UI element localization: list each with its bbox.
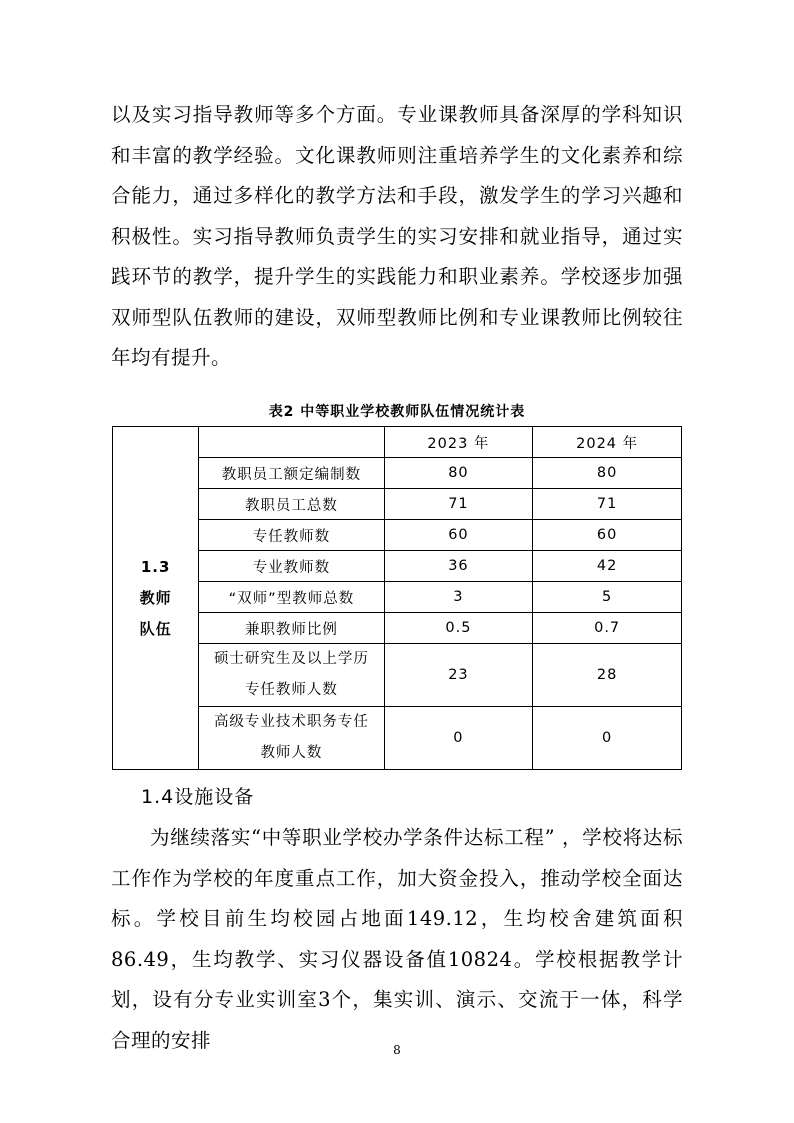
- header-year-2023: 2023 年: [384, 427, 533, 458]
- section-label-line1: 教师: [139, 588, 172, 607]
- value-2023: 3: [384, 582, 533, 613]
- value-2024: 60: [533, 520, 682, 551]
- row-label-line2: 专任教师人数: [244, 682, 338, 698]
- value-2023: 23: [384, 644, 533, 707]
- section-heading-facilities: 1.4设施设备: [141, 786, 255, 808]
- table-row: [113, 489, 682, 520]
- value-2024: 5: [533, 582, 682, 613]
- table-row: [113, 582, 682, 613]
- value-2024: 28: [533, 644, 682, 707]
- body-paragraph-facilities: 为继续落实“中等职业学校办学条件达标工程” ，学校将达标工作作为学校的年度重点工作，加大资金投入，推动学校全面达标。学校目前生均校园占地面149.12，生均校舍建筑面积86.49，生均教学、实习仪器设备值10824。学校根据教学计划，设有分专业实训室3个，集实训、演示、交流于一体，科学合理的安排: [111, 826, 683, 1052]
- teacher-statistics-table: [112, 426, 682, 770]
- header-empty-cell: [199, 427, 384, 458]
- row-label: 专业教师数: [199, 551, 384, 582]
- row-label: [199, 644, 384, 707]
- row-label: 教职员工总数: [199, 489, 384, 520]
- table-row: [113, 551, 682, 582]
- value-2024: 42: [533, 551, 682, 582]
- table-row: [113, 520, 682, 551]
- table-row: [113, 613, 682, 644]
- table-row: [113, 644, 682, 707]
- value-2023: 71: [384, 489, 533, 520]
- value-2023: 0.5: [384, 613, 533, 644]
- section-label-cell: [113, 427, 199, 770]
- row-label-line1: 高级专业技术职务专任: [213, 714, 369, 730]
- section-label-number: 1.3: [140, 557, 171, 576]
- value-2023: 36: [384, 551, 533, 582]
- row-label: [199, 707, 384, 770]
- value-2023: 0: [384, 707, 533, 770]
- value-2023: 60: [384, 520, 533, 551]
- row-label-line2: 教师人数: [260, 745, 323, 761]
- value-2024: 80: [533, 458, 682, 489]
- row-label: 兼职教师比例: [199, 613, 384, 644]
- row-label-line1: 硕士研究生及以上学历: [213, 651, 369, 667]
- table-row: [113, 707, 682, 770]
- value-2024: 0.7: [533, 613, 682, 644]
- table-row: [113, 458, 682, 489]
- header-year-2024: 2024 年: [533, 427, 682, 458]
- value-2024: 71: [533, 489, 682, 520]
- table-header-row: [113, 427, 682, 458]
- row-label: 专任教师数: [199, 520, 384, 551]
- section-label-line2: 队伍: [139, 619, 172, 638]
- page-number: 8: [393, 1043, 401, 1057]
- value-2023: 80: [384, 458, 533, 489]
- row-label: 教职员工额定编制数: [199, 458, 384, 489]
- row-label: “双师”型教师总数: [199, 582, 384, 613]
- body-paragraph-teacher-composition: 以及实习指导教师等多个方面。专业课教师具备深厚的学科知识和丰富的教学经验。文化课教师则注重培养学生的文化素养和综合能力，通过多样化的教学方法和手段，激发学生的学习兴趣和积极性。实习指导教师负责学生的实习安排和就业指导，通过实践环节的教学，提升学生的实践能力和职业素养。学校逐步加强双师型队伍教师的建设，双师型教师比例和专业课教师比例较往年均有提升。: [111, 103, 683, 369]
- value-2024: 0: [533, 707, 682, 770]
- table-caption: 表2 中等职业学校教师队伍情况统计表: [268, 404, 526, 420]
